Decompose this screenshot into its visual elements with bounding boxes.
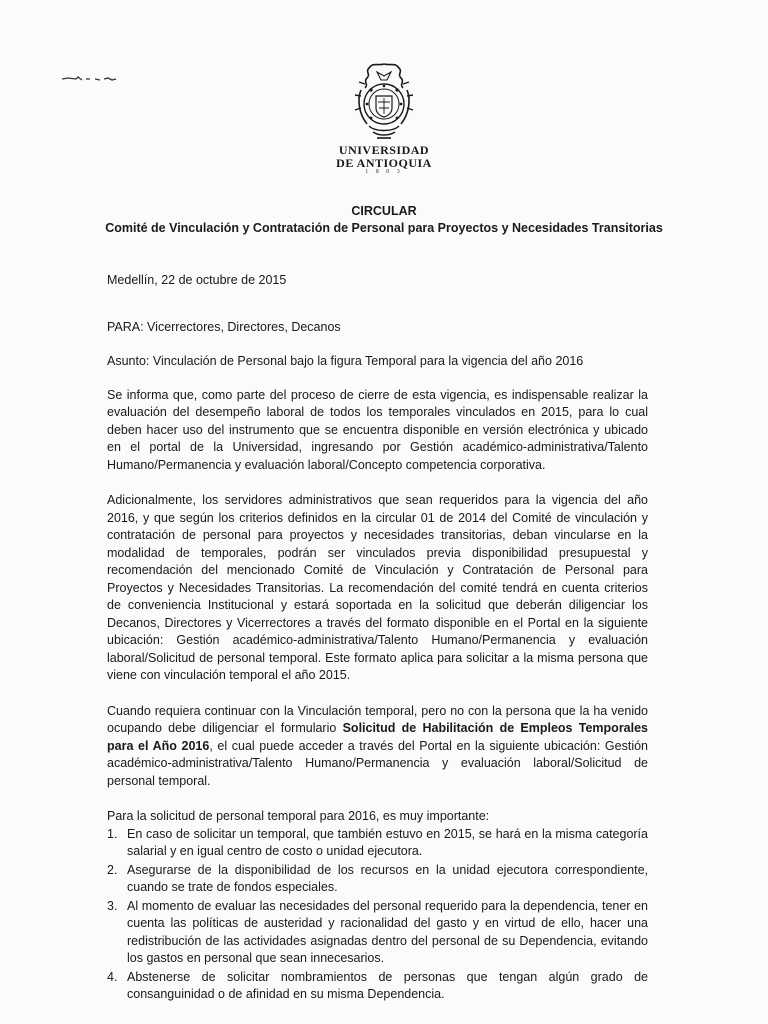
requirements-list (107, 826, 648, 1004)
list-item (107, 826, 648, 861)
list-item (107, 969, 648, 1004)
letterhead (0, 60, 768, 175)
paragraph-continuation-start: Cuando requiera continuar con la Vinculación temporal, pero no con la persona que la ha venido ocupando debe diligenciar el formulario (107, 703, 648, 735)
university-name-line2: DE ANTIOQUIA (336, 155, 432, 170)
circular-heading (0, 203, 768, 237)
paragraph-continuation (107, 703, 648, 791)
list-item-number: 2. (107, 862, 118, 877)
form-name-bold: Solicitud de Habilitación de Empleos Temporales para el Año 2016 (107, 721, 649, 753)
letter-date: Medellín, 22 de octubre de 2015 (107, 273, 287, 287)
circular-subtitle: Comité de Vinculación y Contratación de Personal para Proyectos y Necesidades Transitorias (105, 221, 663, 235)
circular-title: CIRCULAR (351, 204, 417, 218)
paragraph-evaluation: Se informa que, como parte del proceso de cierre de esta vigencia, es indispensable realizar la evaluación del desempeño laboral de todos los temporales vinculados en 2015, para lo cual deben hacer uso del instrumento que se encuentra disponible en versión electrónica y ubicado en el portal de la Universidad, ingresando por Gestión académico-administrativa/Talento Humano/Permanencia y evaluación laboral/Concepto competencia corporativa. (107, 387, 648, 472)
paragraph-continuation-end: , el cual puede acceder a través del Portal en la siguiente ubicación: Gestión académico-administrativa/Talento Humano/Permanencia y evaluación laboral/Solicitud de personal temporal. (107, 738, 648, 788)
list-item-text: Asegurarse de la disponibilidad de los recursos en la unidad ejecutora correspondiente, cuando se trate de fondos especiales. (127, 862, 648, 894)
list-item-number: 1. (107, 826, 118, 841)
subject-line: Asunto: Vinculación de Personal bajo la figura Temporal para la vigencia del año 2016 (107, 354, 584, 368)
list-item-number: 4. (107, 969, 118, 984)
list-item-text: Abstenerse de solicitar nombramientos de personas que tengan algún grado de consanguinidad o de afinidad en su misma Dependencia. (127, 969, 648, 1001)
list-item (107, 862, 648, 897)
university-name-line1: UNIVERSIDAD (338, 143, 430, 157)
list-item-text: En caso de solicitar un temporal, que también estuvo en 2015, se hará en la misma categoría salarial y en igual centro de costo o unidad ejecutora. (127, 826, 648, 858)
recipients-line: PARA: Vicerrectores, Directores, Decanos (107, 319, 341, 334)
list-item-number: 3. (107, 898, 118, 913)
letter-body (107, 272, 648, 1005)
university-founding-year: 1 8 0 3 (365, 169, 403, 175)
list-intro: Para la solicitud de personal temporal para 2016, es muy importante: (107, 809, 490, 823)
university-seal-icon (347, 60, 421, 144)
paragraph-additional: Adicionalmente, los servidores administrativos que sean requeridos para la vigencia del año 2016, y que según los criterios definidos en la circular 01 de 2014 del Comité de vinculación y contratación de personal para proyectos y necesidades transitorias, deban vincularse en la modalidad de temporales, podrán ser vinculados previa disponibilidad presupuestal y recomendación del mencionado Comité de Vinculación y Contratación de Personal para Proyectos y Necesidades Transitorias. La recomendación del comité tendrá en cuenta criterios de conveniencia Institucional y estará soportada en la solicitud que deberán diligenciar los Decanos, Directores y Vicerrectores a través del formato disponible en el Portal en la siguiente ubicación: Gestión académico-administrativa/Talento Humano/Permanencia y evaluación laboral/Solicitud de personal temporal. Este formato aplica para solicitar a la misma persona que viene con vinculación temporal el año 2015. (107, 493, 648, 682)
list-item (107, 898, 648, 968)
list-item-text: Al momento de evaluar las necesidades del personal requerido para la dependencia, tener en cuenta las políticas de austeridad y racionalidad del gasto y en virtud de ello, hacer una redistribución de las actividades asignadas dentro del personal de su Dependencia, evitando los gastos en personal que sean innecesarios. (127, 898, 648, 965)
